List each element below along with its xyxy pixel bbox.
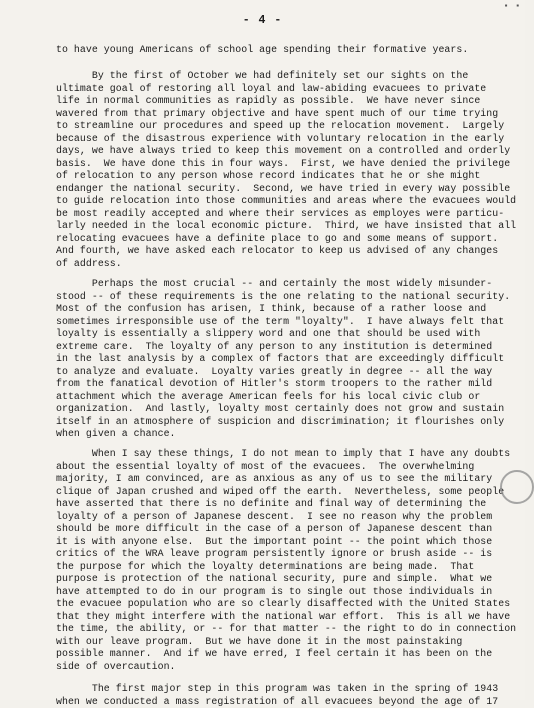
text-line: of address. [56,258,508,271]
text-line: By the first of October we had definitely set our sights on the [56,70,508,83]
text-line: when we conducted a mass registration of all evacuees beyond the age of 17 [56,696,508,708]
text-line: Most of the confusion has arisen, I think, because of a rather loose and [56,303,508,316]
text-line: sometimes irresponsible use of the term "loyalty". I have always felt that [56,316,508,329]
text-line: clique of Japan crushed and wiped off the earth. Nevertheless, some people [56,486,508,499]
paragraph-evacuee-loyalty [56,448,508,673]
text-line: days, we have always tried to keep this movement on a controlled and orderly [56,145,508,158]
text-line: majority, I am convinced, are as anxious as any of us to see the military [56,473,508,486]
text-line: endanger the national security. Second, we have tried in every way possible [56,183,508,196]
text-line: critics of the WRA leave program persistently ignore or brush aside -- is [56,548,508,561]
text-line: that they might interfere with the national war effort. This is all we have [56,611,508,624]
text-line: The first major step in this program was taken in the spring of 1943 [56,683,508,696]
text-line: it is with anyone else. But the important point -- the point which those [56,536,508,549]
paragraph-loyalty-requirement [56,278,508,441]
text-line: extreme care. The loyalty of any person to any institution is determined [56,341,508,354]
corner-mark: ▪ ▪ [504,2,521,11]
text-line: about the essential loyalty of most of the evacuees. The overwhelming [56,461,508,474]
text-line: should be more difficult in the case of a person of Japanese descent than [56,523,508,536]
archive-stamp [500,470,534,504]
text-line: the time, the ability, or -- for that matter -- the right to do in connection [56,623,508,636]
text-line: And fourth, we have asked each relocator to keep us advised of any changes [56,245,508,258]
text-line: organization. And lastly, loyalty most certainly does not grow and sustain [56,403,508,416]
text-line: ultimate goal of restoring all loyal and law-abiding evacuees to private [56,83,508,96]
paragraph-continuation [56,44,508,57]
paragraph-registration [56,683,508,708]
page-number: - 4 - [0,14,525,27]
text-line: purpose is protection of the national security, pure and simple. What we [56,573,508,586]
text-line: be most readily accepted and where their services as employes were particu- [56,208,508,221]
text-line: when given a chance. [56,428,508,441]
text-line: loyalty of a person of Japanese descent. I see no reason why the problem [56,511,508,524]
text-line: life in normal communities as rapidly as possible. We have never since [56,95,508,108]
text-line: to guide relocation into those communities and areas where the evacuees would [56,195,508,208]
text-line: to analyze and evaluate. Loyalty varies greatly in degree -- all the way [56,366,508,379]
text-line: stood -- of these requirements is the one relating to the national security. [56,291,508,304]
text-line: side of overcaution. [56,661,508,674]
text-line: basis. We have done this in four ways. First, we have denied the privilege [56,158,508,171]
text-line: have attempted to do in our program is to single out those individuals in [56,586,508,599]
text-line: of relocation to any person whose record indicates that he or she might [56,170,508,183]
text-line: have asserted that there is no definite and final way of determining the [56,498,508,511]
text-line: attachment which the average American feels for his local civic club or [56,391,508,404]
paragraph-relocation-goal [56,70,508,270]
text-line: to streamline our procedures and speed up the relocation movement. Largely [56,120,508,133]
text-line: the evacuee population who are so clearly disaffected with the United States [56,598,508,611]
text-line: with our leave program. But we have done it in the most painstaking [56,636,508,649]
text-line: from the fanatical devotion of Hitler's storm troopers to the rather mild [56,378,508,391]
text-line: itself in an atmosphere of suspicion and discrimination; it flourishes only [56,416,508,429]
text-line: because of the disastrous experience with voluntary relocation in the early [56,133,508,146]
text-line: Perhaps the most crucial -- and certainly the most widely misunder- [56,278,508,291]
text-line: When I say these things, I do not mean to imply that I have any doubts [56,448,508,461]
text-line: in the last analysis by a complex of factors that are exceedingly difficult [56,353,508,366]
text-line: wavered from that primary objective and have spent much of our time trying [56,108,508,121]
text-line: loyalty is essentially a slippery word and one that should be used with [56,328,508,341]
text-line: larly needed in the local economic picture. Third, we have insisted that all [56,220,508,233]
text-line: possible manner. And if we have erred, I feel certain it has been on the [56,648,508,661]
text-line: relocating evacuees have a definite place to go and some means of support. [56,233,508,246]
text-line: the purpose for which the loyalty determinations are being made. That [56,561,508,574]
text-line: to have young Americans of school age spending their formative years. [56,44,508,57]
